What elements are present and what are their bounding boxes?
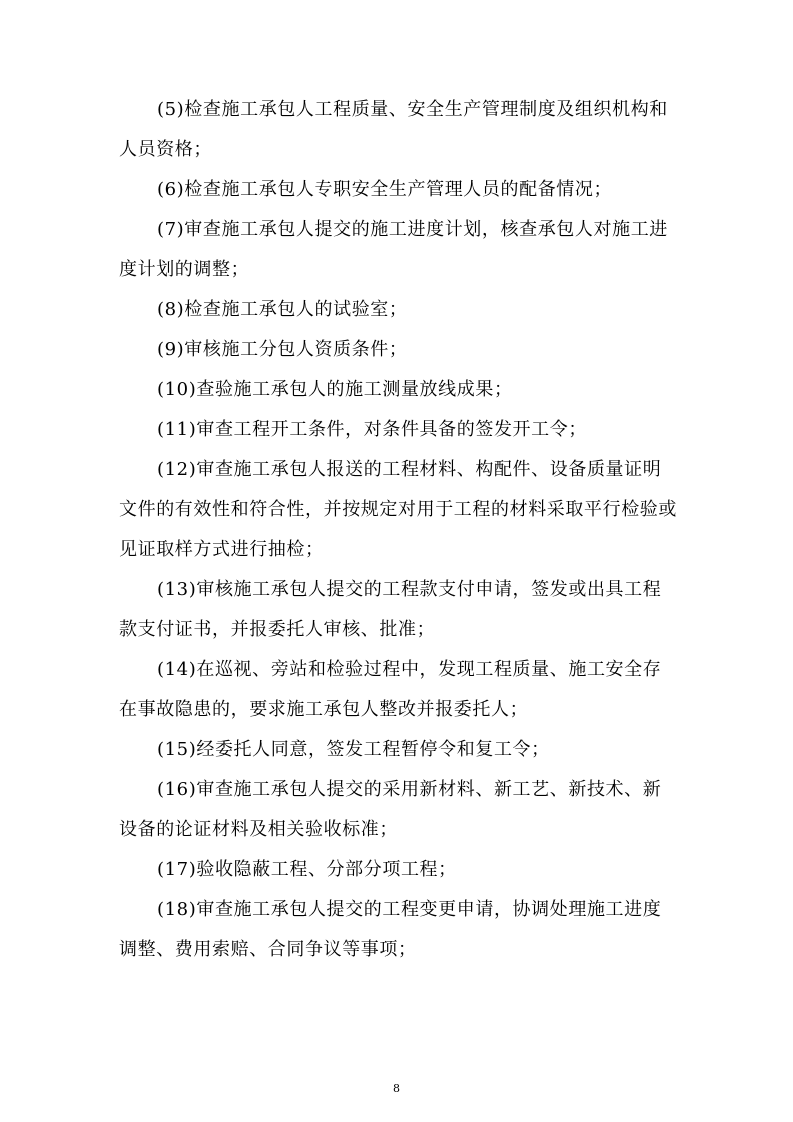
list-item-8: (8)检查施工承包人的试验室；	[157, 299, 408, 320]
list-item-12: (12)审查施工承包人报送的工程材料、构配件、设备质量证明文件的有效性和符合性，并按规定对用于工程的材料采取平行检验或见证取样方式进行抽检；	[119, 459, 677, 560]
list-item-17: (17)验收隐蔽工程、分部分项工程；	[157, 859, 457, 880]
list-item-13: (13)审核施工承包人提交的工程款支付申请，签发或出具工程款支付证书，并报委托人审核、批准；	[119, 579, 662, 640]
list-item-5: (5)检查施工承包人工程质量、安全生产管理制度及组织机构和人员资格；	[119, 99, 668, 160]
list-item-14: (14)在巡视、旁站和检验过程中，发现工程质量、施工安全存在事故隐患的，要求施工承包人整改并报委托人；	[119, 659, 662, 720]
page-number: 8	[393, 1082, 400, 1095]
list-item-15: (15)经委托人同意，签发工程暂停令和复工令；	[157, 739, 550, 760]
list-item-10: (10)查验施工承包人的施工测量放线成果；	[157, 379, 513, 400]
list-item-7: (7)审查施工承包人提交的施工进度计划，核查承包人对施工进度计划的调整；	[119, 219, 668, 280]
list-item-6: (6)检查施工承包人专职安全生产管理人员的配备情况；	[157, 179, 613, 200]
document-body	[119, 90, 679, 970]
list-item-11: (11)审查工程开工条件，对条件具备的签发开工令；	[157, 419, 587, 440]
list-item-18: (18)审查施工承包人提交的工程变更申请，协调处理施工进度调整、费用索赔、合同争议等事项；	[119, 899, 662, 960]
list-item-9: (9)审核施工分包人资质条件；	[157, 339, 408, 360]
list-item-16: (16)审查施工承包人提交的采用新材料、新工艺、新技术、新设备的论证材料及相关验收标准；	[119, 779, 662, 840]
